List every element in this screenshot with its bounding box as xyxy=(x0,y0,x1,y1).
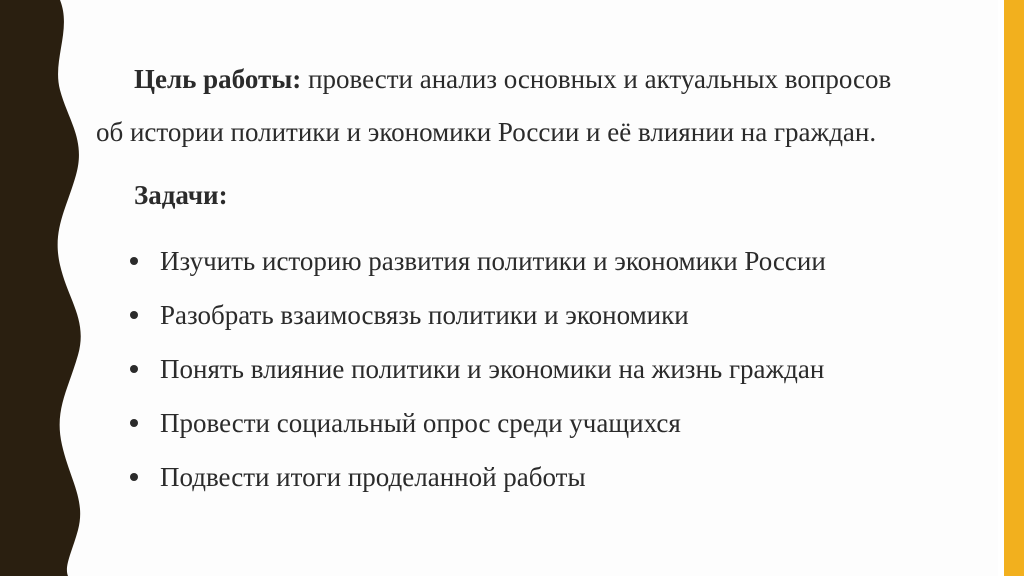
task-item xyxy=(128,234,826,288)
task-text: Разобрать взаимосвязь политики и экономики xyxy=(160,299,689,330)
bullet-icon xyxy=(130,473,138,481)
goal-label: Цель работы: xyxy=(134,64,302,94)
bullet-icon xyxy=(130,419,138,427)
bullet-icon xyxy=(130,365,138,373)
task-text: Провести социальный опрос среди учащихся xyxy=(160,407,681,438)
task-item xyxy=(128,342,826,396)
bullet-icon xyxy=(130,257,138,265)
goal-text-1: провести анализ основных и актуальных вопросов xyxy=(301,64,892,94)
task-text: Понять влияние политики и экономики на жизнь граждан xyxy=(160,353,825,384)
decorative-wavy-band xyxy=(0,0,96,576)
goal-statement-line-1 xyxy=(134,60,994,98)
task-text: Подвести итоги проделанной работы xyxy=(160,461,586,492)
bullet-icon xyxy=(130,311,138,319)
task-item xyxy=(128,288,826,342)
task-text: Изучить историю развития политики и экономики России xyxy=(160,245,826,276)
task-item xyxy=(128,450,826,504)
goal-statement-line-2: об истории политики и экономики России и её влиянии на граждан. xyxy=(96,117,877,147)
task-item xyxy=(128,396,826,450)
tasks-heading: Задачи: xyxy=(134,180,228,210)
decorative-accent-band xyxy=(1004,0,1024,576)
task-list xyxy=(128,234,826,504)
